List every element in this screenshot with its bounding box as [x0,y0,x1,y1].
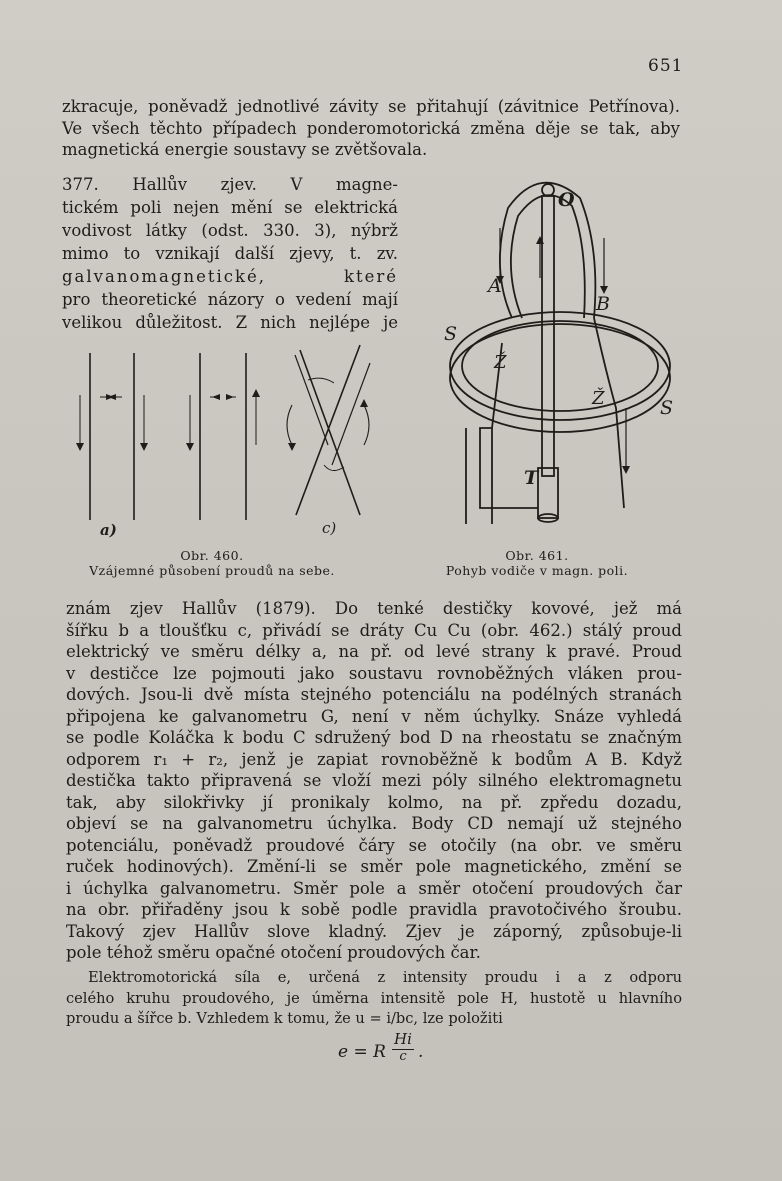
figure-460-number: Obr. 460. [180,548,244,563]
figure-460-caption [62,548,362,578]
label-o: O [558,189,575,211]
label-a: A [488,275,502,297]
text-line: odporem r₁ + r₂, jenž je zapiat rovnoběžně k bodům A B. Když [66,749,682,769]
text-line: mimo to vznikají další zjevy, t. zv. [62,244,398,263]
text-line: se podle Koláčka k bodu C sdružený bod D na rheostatu se značným [66,728,682,747]
text-line: na obr. přiřaděny jsou k sobě podle pravidla pravotočivého šroubu. [66,900,682,919]
text-line: proudu a šířce b. Vzhledem k tomu, že u = i/bc, lze položiti [66,1010,503,1027]
label-s-left: S [444,323,458,345]
text-line: znám zjev Hallův (1879). Do tenké destičky kovové, jež má [66,599,682,618]
label-b: B [596,293,610,315]
figure-461-caption [412,548,662,578]
text-line: ruček hodinových). Změní-li se směr pole magnetického, změní se [66,857,682,876]
equation-numerator: Hi [394,1030,412,1048]
equation-end: . [418,1042,424,1062]
label-z-right: Ž [592,388,605,409]
equation-denominator: c [399,1049,407,1064]
text-line: i úchylka galvanometru. Směr pole a směr otočení proudových čar [66,878,682,898]
figure-460-caption-text: Vzájemné působení proudů na sebe. [89,563,335,578]
text-line: Elektromotorická síla e, určená z intensity proudu i a z odporu [88,969,682,986]
section-heading-line: 377. Hallův zjev. V magne- [62,175,398,194]
text-line: destička takto připravená se vloží mezi póly silného elektromagnetu [66,771,682,790]
text-line: tickém poli nejen mění se elektrická [62,198,398,217]
section-377-paragraph [62,173,398,334]
text-line: připojena ke galvanometru G, není v něm úchylky. Snáze vyhledá [66,706,682,726]
figure-461 [430,168,690,540]
text-line: pro theoretické názory o vedení mají [62,290,398,309]
text-line: Takový zjev Hallův slove kladný. Zjev je záporný, způsobuje-li [66,921,682,941]
small-print-paragraph [66,968,682,1030]
text-line: objeví se na galvanometru úchylka. Body CD nemají už stejného [66,814,682,833]
text-line: dových. Jsou-li dvě místa stejného potenciálu na podélných stranách [66,685,682,704]
figure-461-caption-text: Pohyb vodiče v magn. poli. [445,563,629,578]
text-line: vodivost látky (odst. 330. 3), nýbrž [62,221,398,240]
text-line: v destičce lze pojmouti jako soustavu rovnoběžných vláken prou- [66,663,682,683]
text-line: tak, aby silokřivky jí pronikaly kolmo, na př. zpředu dozadu, [66,792,682,812]
label-s-right: S [660,397,674,419]
text-line: pole téhož směru opačné otočení proudových čar. [66,943,481,962]
equation-fraction [392,1030,414,1064]
text-line: potenciálu, poněvadž proudové čáry se otočily (na obr. ve směru [66,835,682,855]
body-paragraph [66,598,682,964]
equation-lhs: e = R [338,1042,386,1062]
label-a: a) [100,521,117,539]
label-c: c) [322,519,337,537]
label-z-left: Ž [494,352,507,373]
text-line: elektrický ve směru délky a, na př. od levé strany k pravé. Proud [66,642,682,661]
label-t: T [524,467,539,489]
text-line-spaced: galvanomagnetické, které [62,267,398,286]
intro-paragraph [62,96,680,161]
text-line: zkracuje, poněvadž jednotlivé závity se přitahují (závitnice Petřínova). [62,97,680,116]
text-line: velikou důležitost. Z nich nejlépe je [62,313,398,332]
figure-460 [60,335,400,545]
text-line: šířku b a tloušťku c, přivádí se dráty Cu Cu (obr. 462.) stálý proud [66,620,682,640]
figure-461-number: Obr. 461. [505,548,569,563]
text-line: Ve všech těchto případech ponderomotorická změna děje se tak, aby [62,118,680,138]
text-line: magnetická energie soustavy se zvětšovala. [62,140,428,159]
text-line: celého kruhu proudového, je úměrna intensitě pole H, hustotě u hlavního [66,989,682,1007]
page-number: 651 [648,56,684,76]
